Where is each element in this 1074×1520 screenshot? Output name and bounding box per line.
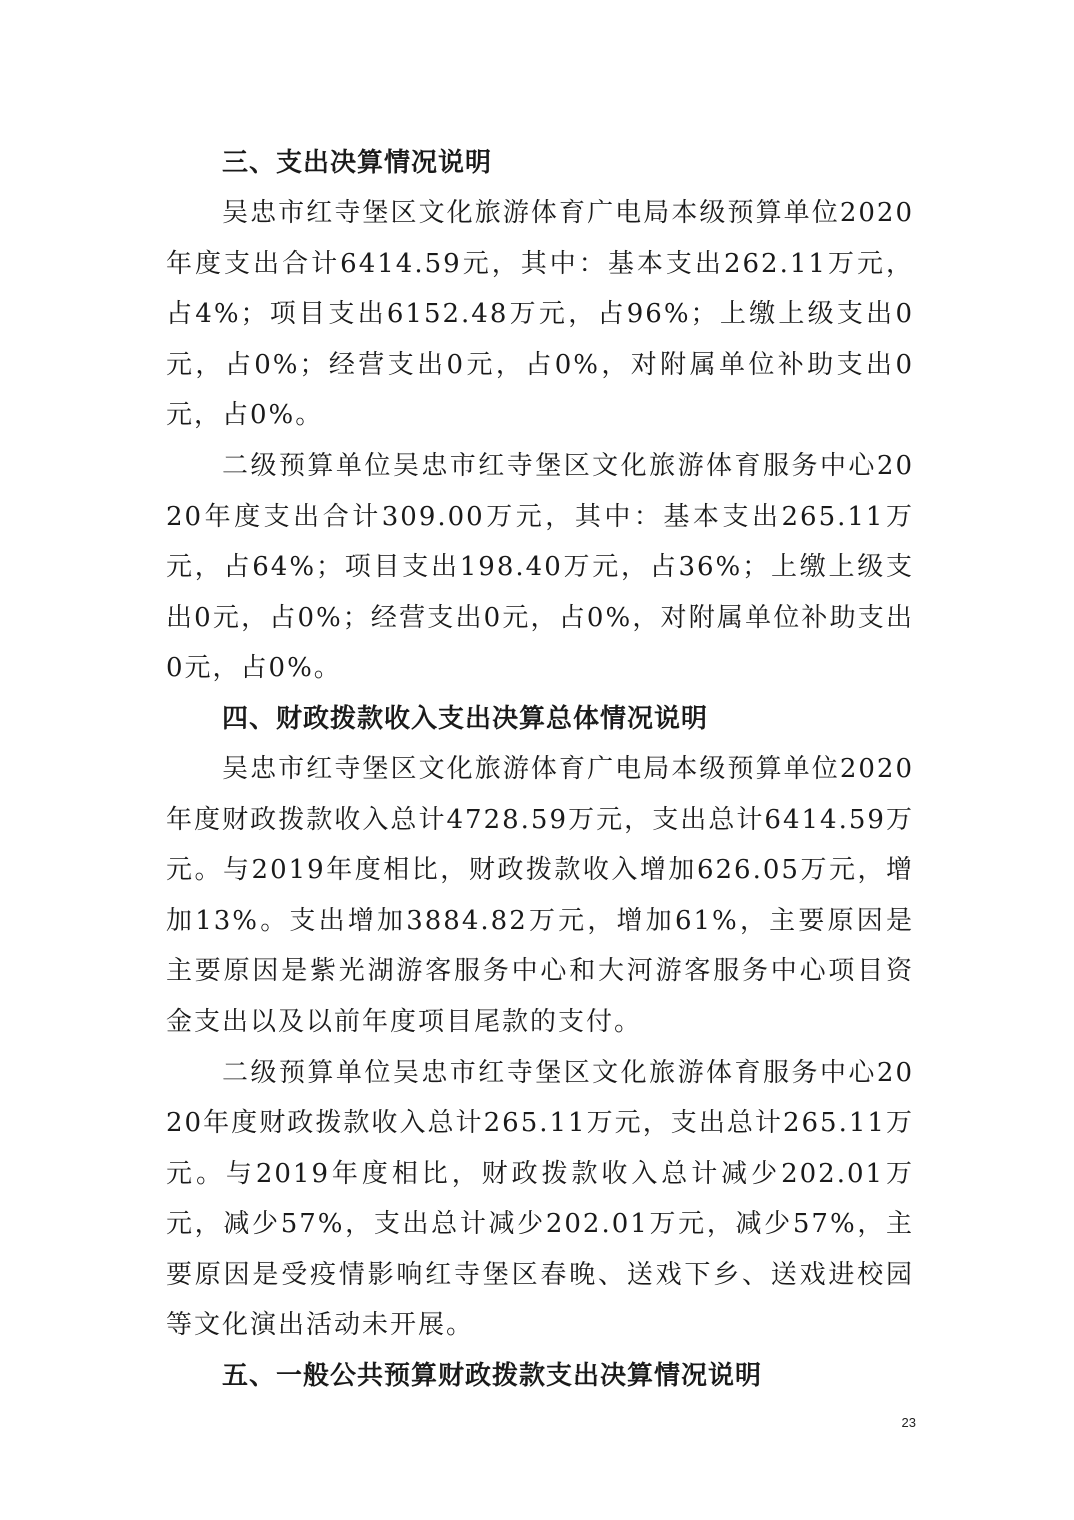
section-5-heading: 五、一般公共预算财政拨款支出决算情况说明 — [222, 1361, 763, 1392]
section-3-paragraph-2: 二级预算单位吴忠市红寺堡区文化旅游体育服务中心2020年度支出合计309.00万元，其中：基本支出265.11万元，占64%；项目支出198.40万元，占36%；上缴上级支出0元，占0%；经营支出0元，占0%，对附属单位补助支出0元，占0%。 — [166, 450, 914, 684]
page-content — [166, 138, 914, 1401]
section-4-paragraph-2: 二级预算单位吴忠市红寺堡区文化旅游体育服务中心2020年度财政拨款收入总计265.11万元，支出总计265.11万元。与2019年度相比，财政拨款收入总计减少202.01万元，减少57%，支出总计减少202.01万元，减少57%，主要原因是受疫情影响红寺堡区春晚、送戏下乡、送戏进校园等文化演出活动未开展。 — [166, 1057, 914, 1341]
page-number: 23 — [901, 1415, 916, 1430]
section-4-paragraph-1: 吴忠市红寺堡区文化旅游体育广电局本级预算单位2020年度财政拨款收入总计4728.59万元，支出总计6414.59万元。与2019年度相比，财政拨款收入增加626.05万元，增加13%。支出增加3884.82万元，增加61%，主要原因是主要原因是紫光湖游客服务中心和大河游客服务中心项目资金支出以及以前年度项目尾款的支付。 — [166, 753, 914, 1037]
section-3-paragraph-1: 吴忠市红寺堡区文化旅游体育广电局本级预算单位2020年度支出合计6414.59元，其中：基本支出262.11万元，占4%；项目支出6152.48万元，占96%；上缴上级支出0元，占0%；经营支出0元，占0%，对附属单位补助支出0元，占0%。 — [166, 198, 914, 431]
section-3-heading: 三、支出决算情况说明 — [222, 148, 493, 178]
section-4-heading: 四、财政拨款收入支出决算总体情况说明 — [222, 703, 709, 734]
